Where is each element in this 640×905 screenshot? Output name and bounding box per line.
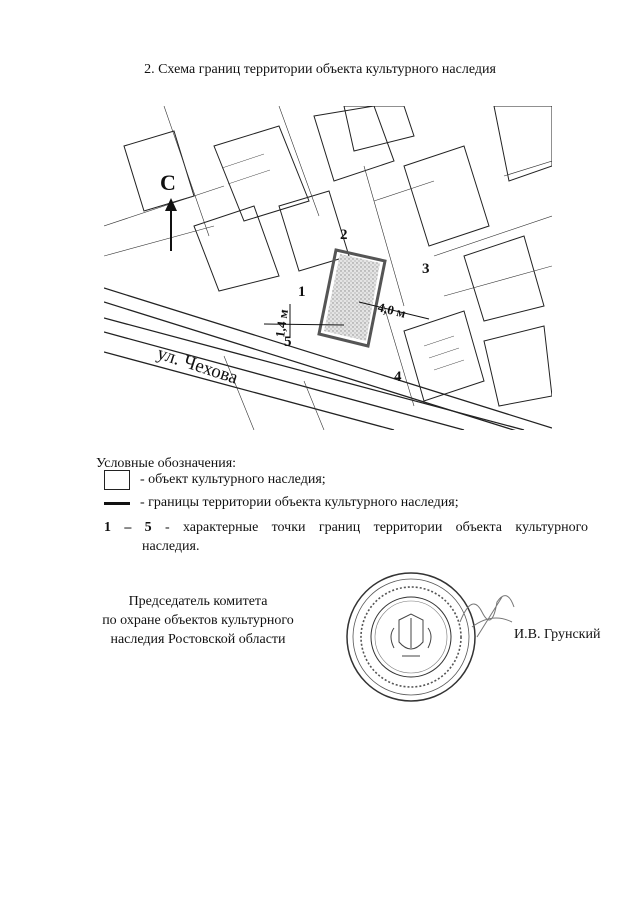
position-line-1: Председатель комитета [128,594,268,609]
legend-boundary-text: - границы территории объекта культурного наследия; [140,495,459,510]
legend-points-row [104,518,588,556]
legend-heading: Условные обозначения: [96,456,237,471]
cadastral-map [104,106,552,430]
dimension-width-label: 4,0 м [376,299,408,321]
position-line-3: наследия Ростовской области [110,632,286,647]
street-label: ул. Чехова [154,342,241,389]
object-symbol [104,470,130,490]
map-point-4: 4 [394,369,402,385]
position-line-2: по охране объектов культурного [102,613,294,628]
signer-name: И.В. Грунский [514,627,601,642]
north-label: С [160,170,176,195]
map-point-3: 3 [422,261,430,277]
map-point-1: 1 [298,284,306,300]
legend-points-text-2: наследия. [142,539,200,554]
legend-boundary-row [104,495,459,511]
handwritten-signature [452,582,522,652]
map-point-2: 2 [340,227,348,243]
map-point-5: 5 [284,334,292,350]
legend-object-text: - объект культурного наследия; [140,472,326,487]
boundary-symbol [104,495,130,511]
legend-points-text-1: - характерные точки границ территории объекта культурного [164,520,588,535]
legend-points-num: 1 – 5 [104,520,152,535]
signature-position [80,592,316,649]
legend-object-row [104,470,326,490]
document-title: 2. Схема границ территории объекта культурного наследия [144,62,496,77]
dimension-height-label: 1,4 м [272,308,291,339]
